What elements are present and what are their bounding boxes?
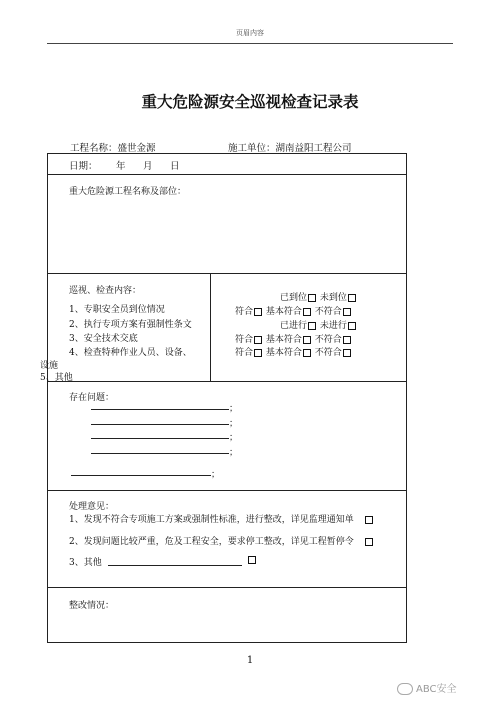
- checkbox[interactable]: [254, 349, 262, 357]
- checkbox[interactable]: [343, 349, 351, 357]
- watermark-text: ABC安全: [416, 684, 457, 695]
- line-end-mark: ；: [211, 470, 221, 480]
- checkbox[interactable]: [343, 336, 351, 344]
- problem-blank-line[interactable]: [91, 424, 229, 425]
- date-month: 月: [143, 161, 153, 172]
- date-label: 日期：: [69, 161, 98, 172]
- hazard-section-label: 重大危险源工程名称及部位：: [69, 187, 187, 197]
- opinion-item: [69, 555, 102, 568]
- opinion-item-text: 1、发现不符合专项施工方案或强制性标准，进行整改，详见监理通知单: [69, 515, 354, 525]
- checkbox[interactable]: [365, 538, 373, 546]
- checkbox[interactable]: [308, 294, 316, 302]
- inspection-item: 3、安全技术交底: [69, 334, 138, 344]
- status-option: 符合: [235, 307, 254, 317]
- opinion-item: [69, 512, 374, 525]
- problem-blank-line[interactable]: [91, 438, 229, 439]
- line-end-mark: ；: [229, 404, 239, 414]
- date-year: 年: [116, 161, 126, 172]
- status-option: 已到位: [280, 293, 308, 303]
- wechat-icon: [397, 683, 413, 695]
- status-row: [235, 332, 352, 345]
- status-option: 符合: [235, 335, 254, 345]
- checkbox[interactable]: [348, 322, 356, 330]
- checkbox[interactable]: [343, 308, 351, 316]
- status-option: 基本符合: [265, 307, 302, 317]
- line-end-mark: ；: [229, 433, 239, 443]
- status-row: [280, 290, 357, 303]
- status-option: 不符合: [314, 335, 342, 345]
- status-option: 未到位: [319, 293, 347, 303]
- problem-blank-line[interactable]: [91, 409, 229, 410]
- inspection-item: 4、检查特种作业人员、设备、: [69, 348, 192, 358]
- inspection-item: 设施: [40, 361, 59, 371]
- row-divider: [48, 587, 406, 588]
- status-option: 未进行: [319, 321, 347, 331]
- rectification-label: 整改情况：: [69, 601, 115, 611]
- row-divider: [48, 174, 406, 175]
- page-header-text: 页眉内容: [236, 29, 264, 37]
- checkbox[interactable]: [365, 516, 373, 524]
- checkbox[interactable]: [308, 322, 316, 330]
- date-day: 日: [170, 161, 180, 172]
- inspection-item: 1、专职安全员到位情况: [69, 305, 165, 315]
- checkbox[interactable]: [248, 556, 256, 564]
- watermark: [397, 680, 457, 695]
- status-option: 符合: [235, 348, 254, 358]
- row-divider: [48, 490, 406, 491]
- status-row: [235, 304, 352, 317]
- opinion-other-checkbox: [247, 555, 257, 565]
- header-rule: [47, 43, 453, 44]
- document-title: 重大危险源安全巡视检查记录表: [141, 93, 359, 111]
- status-option: 不符合: [314, 348, 342, 358]
- checkbox[interactable]: [348, 294, 356, 302]
- inspection-form-table: [40, 153, 407, 643]
- status-row: [235, 345, 352, 358]
- project-name-label: 工程名称：盛世金源: [70, 143, 156, 154]
- row-divider: [48, 273, 406, 274]
- line-end-mark: ；: [229, 419, 239, 429]
- status-option: 已进行: [280, 321, 308, 331]
- inspection-heading: 巡视、检查内容：: [69, 286, 142, 296]
- problem-blank-line[interactable]: [91, 453, 229, 454]
- status-option: 基本符合: [265, 348, 302, 358]
- checkbox[interactable]: [303, 308, 311, 316]
- column-divider: [210, 273, 211, 381]
- row-divider: [48, 381, 406, 382]
- inspection-item: 5、其他: [40, 373, 73, 383]
- opinion-heading: 处理意见：: [69, 502, 115, 512]
- checkbox[interactable]: [254, 336, 262, 344]
- checkbox[interactable]: [303, 336, 311, 344]
- problems-label: 存在问题：: [69, 393, 115, 403]
- inspection-item: 2、执行专项方案有强制性条文: [69, 320, 192, 330]
- page-number: 1: [246, 655, 254, 666]
- status-row: [280, 318, 357, 331]
- checkbox[interactable]: [303, 349, 311, 357]
- checkbox[interactable]: [254, 308, 262, 316]
- opinion-item-text: 2、发现问题比较严重，危及工程安全，要求停工整改，详见工程暂停令: [69, 537, 354, 547]
- problem-blank-line[interactable]: [71, 475, 211, 476]
- opinion-other-blank-line[interactable]: [108, 565, 242, 566]
- line-end-mark: ；: [229, 448, 239, 458]
- opinion-item: [69, 534, 374, 547]
- construction-unit-label: 施工单位：湖南益阳工程公司: [228, 143, 352, 154]
- status-option: 不符合: [314, 307, 342, 317]
- opinion-item-text: 3、其他: [69, 558, 102, 568]
- status-option: 基本符合: [265, 335, 302, 345]
